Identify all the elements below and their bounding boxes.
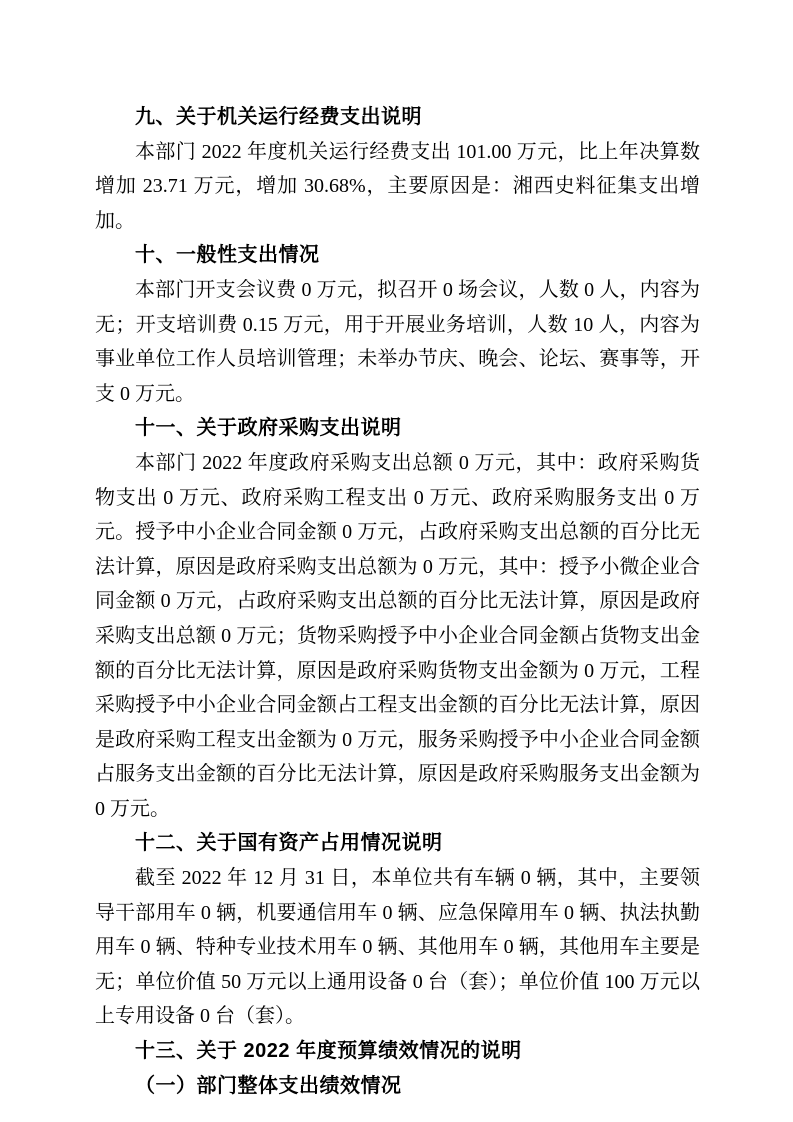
section-heading: 九、关于机关运行经费支出说明 (135, 106, 422, 128)
section-subheading: （一）部门整体支出绩效情况 (135, 1074, 402, 1097)
section-paragraph: 本部门 2022 年度机关运行经费支出 101.00 万元，比上年决算数增加 23.71 万元，增加 30.68%，主要原因是：湘西史料征集支出增加。 (95, 140, 700, 232)
section-heading: 十、一般性支出情况 (135, 244, 320, 267)
section-heading: 十三、关于 2022 年度预算绩效情况的说明 (135, 1040, 522, 1063)
section-government-procurement (95, 411, 700, 826)
section-budget-performance (95, 1034, 700, 1103)
section-agency-operating-expense (95, 100, 700, 238)
section-paragraph: 本部门 2022 年度政府采购支出总额 0 万元，其中：政府采购货物支出 0 万元、政府采购工程支出 0 万元、政府采购服务支出 0 万元。授予中小企业合同金额 0 万元，占政府采购支出总额的百分比无法计算，原因是政府采购支出总额为 0 万元，其中：授予小微企业合同金额 0 万元，占政府采购支出总额的百分比无法计算，原因是政府采购支出总额 0 万元；货物采购授予中小企业合同金额占货物支出金额的百分比无法计算，原因是政府采购货物支出金额为 0 万元，工程采购授予中小企业合同金额占工程支出金额的百分比无法计算，原因是政府采购工程支出金额为 0 万元，服务采购授予中小企业合同金额占服务支出金额的百分比无法计算，原因是政府采购服务支出金额为 0 万元。 (95, 451, 700, 820)
section-state-owned-assets (95, 826, 700, 1034)
section-heading: 十一、关于政府采购支出说明 (135, 417, 402, 440)
section-heading: 十二、关于国有资产占用情况说明 (135, 832, 443, 855)
section-paragraph: 截至 2022 年 12 月 31 日，本单位共有车辆 0 辆，其中，主要领导干部用车 0 辆，机要通信用车 0 辆、应急保障用车 0 辆、执法执勤用车 0 辆、特种专业技术用车 0 辆、其他用车 0 辆，其他用车主要是无；单位价值 50 万元以上通用设备 0 台（套）；单位价值 100 万元以上专用设备 0 台（套）。 (95, 867, 700, 1028)
section-paragraph: 本部门开支会议费 0 万元，拟召开 0 场会议，人数 0 人，内容为无；开支培训费 0.15 万元，用于开展业务培训，人数 10 人，内容为事业单位工作人员培训管理；未举办节庆、晚会、论坛、赛事等，开支 0 万元。 (95, 278, 700, 405)
section-general-expense (95, 238, 700, 411)
